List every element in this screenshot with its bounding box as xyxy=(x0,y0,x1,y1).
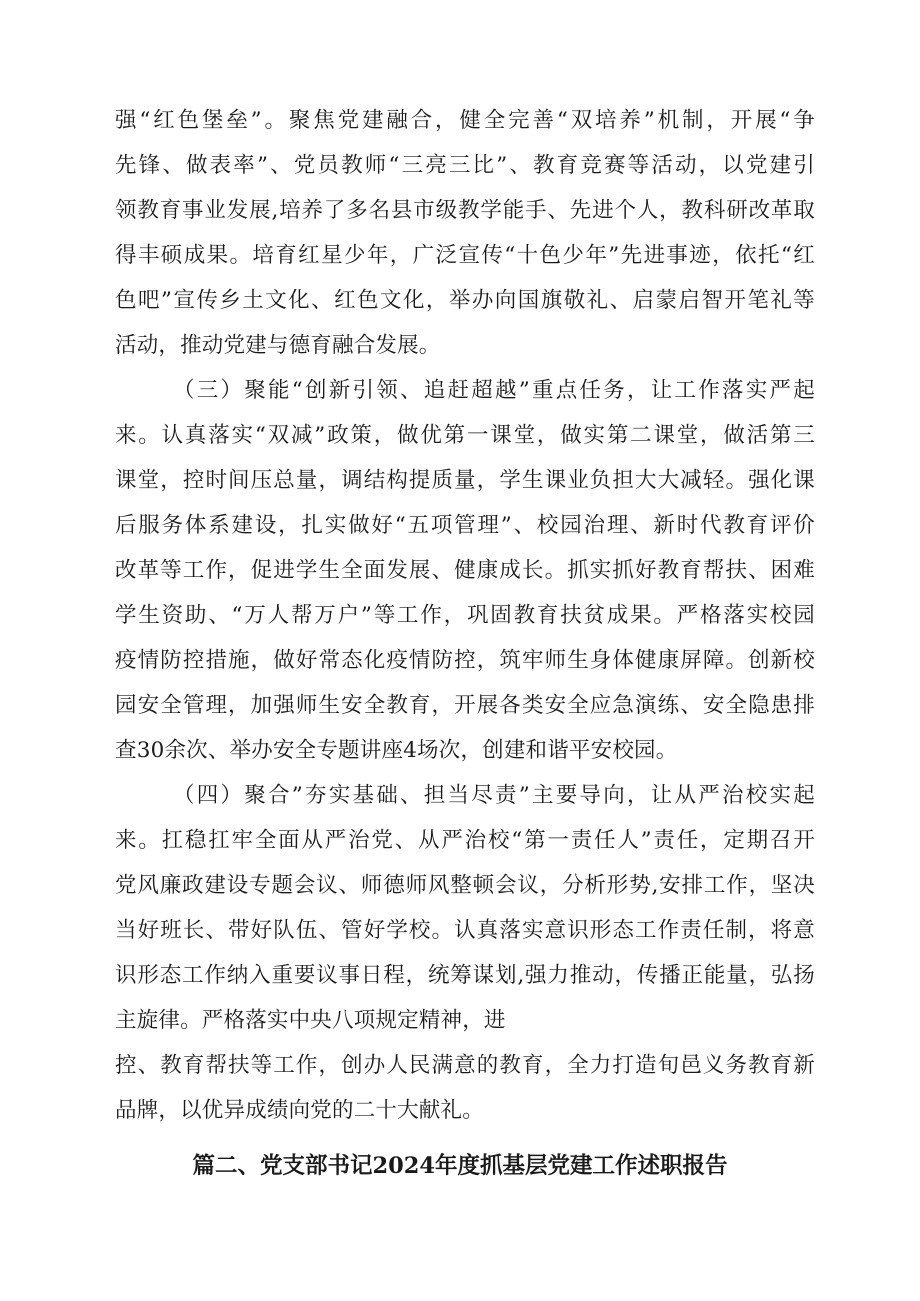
section-title: 篇二、党支部书记2024年度抓基层党建工作述职报告 xyxy=(192,1153,728,1179)
text-line: 得丰硕成果。培育红星少年，广泛宣传“十色少年”先进事迹，依托“红 xyxy=(115,243,815,268)
text-line: 后服务体系建设，扎实做好“五项管理”、校园治理、新时代教育评价 xyxy=(115,513,815,538)
text-line: 园安全管理，加强师生安全教育，开展各类安全应急演练、安全隐患排 xyxy=(115,693,815,718)
text-line: 来。认真落实“双减”政策，做优第一课堂，做实第二课堂，做活第三 xyxy=(115,423,815,448)
text-line: 识形态工作纳入重要议事日程，统筹谋划,强力推动，传播正能量，弘扬 xyxy=(115,963,815,988)
text-line: 来。扛稳扛牢全面从严治党、从严治校“第一责任人”责任，定期召开 xyxy=(115,828,815,853)
text-line: 先锋、做表率”、党员教师“三亮三比”、教育竞赛等活动，以党建引 xyxy=(115,153,815,178)
document-body xyxy=(115,98,815,1133)
text-line: （三）聚能“创新引领、追赶超越”重点任务，让工作落实严起 xyxy=(173,378,815,403)
text-line: 强“红色堡垒”。聚焦党建融合，健全完善“双培养”机制，开展“争 xyxy=(115,108,815,133)
text-line: 党风廉政建设专题会议、师德师风整顿会议，分析形势,安排工作，坚决 xyxy=(115,873,815,898)
text-line: 查30余次、举办安全专题讲座4场次，创建和谐平安校园。 xyxy=(115,738,678,763)
text-line: 领教育事业发展,培养了多名县市级教学能手、先进个人，教科研改革取 xyxy=(115,198,815,223)
text-line: 控、教育帮扶等工作，创办人民满意的教育，全力打造旬邑义务教育新 xyxy=(115,1053,815,1078)
text-line: 主旋律。严格落实中央八项规定精神，进 xyxy=(115,1008,506,1033)
text-line: 活动，推动党建与德育融合发展。 xyxy=(115,333,441,358)
text-line: 色吧”宣传乡土文化、红色文化，举办向国旗敬礼、启蒙启智开笔礼等 xyxy=(115,288,815,313)
text-line: 改革等工作，促进学生全面发展、健康成长。抓实抓好教育帮扶、困难 xyxy=(115,558,815,583)
text-line: 疫情防控措施，做好常态化疫情防控，筑牢师生身体健康屏障。创新校 xyxy=(115,648,815,673)
text-line: 当好班长、带好队伍、管好学校。认真落实意识形态工作责任制，将意 xyxy=(115,918,815,943)
text-line: 品牌，以优异成绩向党的二十大献礼。 xyxy=(115,1098,484,1123)
text-line: 学生资助、“万人帮万户”等工作，巩固教育扶贫成果。严格落实校园 xyxy=(115,603,815,628)
text-line: 课堂，控时间压总量，调结构提质量，学生课业负担大大减轻。强化课 xyxy=(115,468,815,493)
text-line: （四）聚合”夯实基础、担当尽责”主要导向，让从严治校实起 xyxy=(173,783,815,808)
